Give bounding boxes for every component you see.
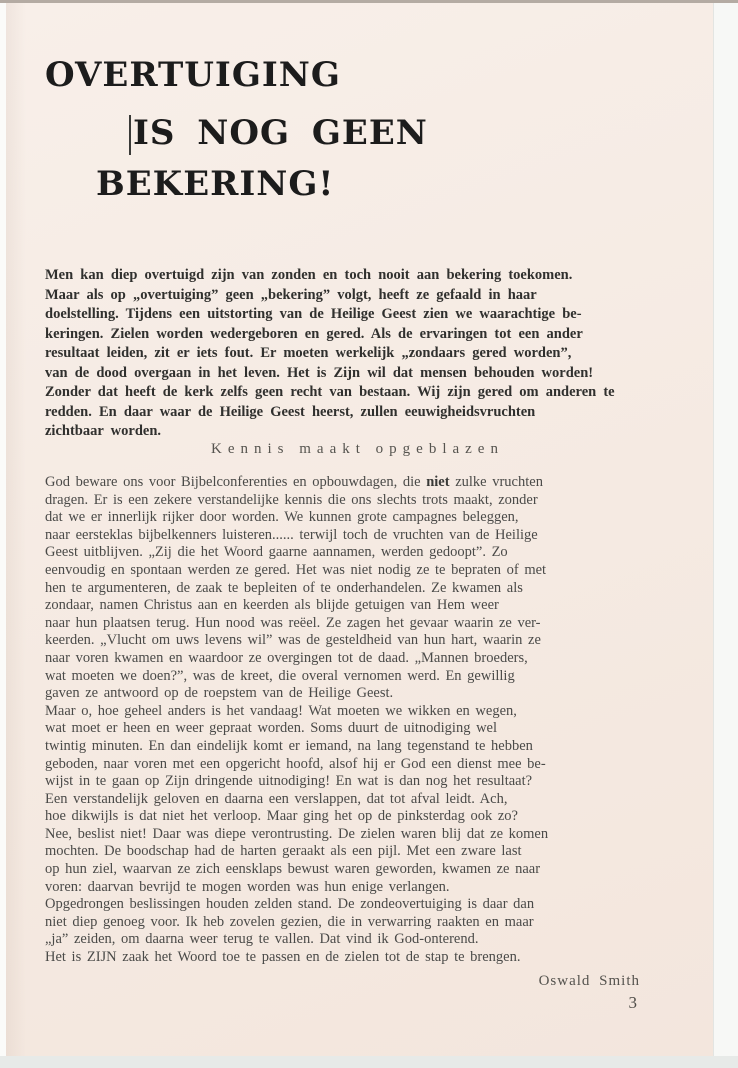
scan-edge-right xyxy=(713,3,738,1056)
intro-paragraph: Men kan diep overtuigd zijn van zonden en toch nooit aan bekering toekomen. Maar als op „overtuiging” geen „bekering” volgt, heeft ze gefaald in haar doelstelling. Tijdens een uitstorting van de Heilige Geest zien we waarachtige be- keringen. Zielen worden wedergeboren en gered. Als de ervaringen tot een ander resultaat leiden, zit er iets fout. Er moeten werkelijk „zondaars gered worden”, van de dood overgaan in het leven. Het is Zijn wil dat mensen behouden worden! Zonder dat heeft de kerk zelfs geen recht van bestaan. Wij zijn gered om anderen te redden. En daar waar de Heilige Geest heerst, zullen eeuwigheidsvruchten zichtbaar worden. xyxy=(45,267,615,439)
article-title-line-1: OVERTUIGING xyxy=(45,55,341,95)
article-title-line-3: BEKERING! xyxy=(96,164,335,204)
print-artifact-line xyxy=(129,115,131,155)
scan-edge-bottom xyxy=(0,1056,738,1068)
article-title-line-2: IS NOG GEEN xyxy=(133,113,428,153)
body-paragraphs: God beware ons voor Bijbelconferenties en opbouwdagen, die niet zulke vruchten dragen. Er is een zekere verstandelijke kennis die ons slechts trots maakt, zonder dat we er innerlijk rijker door worden. We kunnen grote campagnes beleggen, naar eersteklas bijbelkenners luisteren...... terwijl toch de vruchten van de Heilige Geest uitblijven. „Zij die het Woord gaarne aannamen, werden gedoopt”. Zo eenvoudig en spontaan werden ze gered. Het was niet nodig ze te bepraten of met hen te argumenteren, de zaak te bepleiten of te onderhandelen. Ze kwamen als zondaar, namen Christus aan en keerden als blijde getuigen van Hem weer naar hun plaatsen terug. Hun nood was reëel. Ze zagen het gevaar waarin ze ver- keerden. „Vlucht om uws levens wil” was de gesteldheid van hun hart, waarin ze naar voren kwamen en waardoor ze overgingen tot de daad. „Mannen broeders, wat moeten we doen?”, was de kreet, die overal vernomen werd. En gewillig gaven ze antwoord op de roepstem van de Heilige Geest. Maar o, hoe geheel anders is het vandaag! Wat moeten we wikken en wegen, wat moet er heen en weer gepraat worden. Soms duurt de uitnodiging wel twintig minuten. En dan eindelijk komt er iemand, na lang tegenstand te hebben geboden, naar voren met een opgericht hoofd, alsof hij er God een dienst mee be- wijst in te gaan op Zijn dringende uitnodiging! En wat is dan nog het resultaat? Een verstandelijk geloven en daarna een verslappen, dat tot afval leidt. Ach, hoe dikwijls is dat niet het verloop. Maar ging het op de pinksterdag ook zo? Nee, beslist niet! Daar was diepe verontrusting. De zielen waren blij dat ze komen mochten. De boodschap had de harten geraakt als een pijl. Met een zware last op hun ziel, waarvan ze zich eensklaps bewust waren geworden, kwamen ze naar voren: daarvan bevrijd te mogen worden was hun enige verlangen. Opgedrongen beslissingen houden zelden stand. De zondeovertuiging is daar dan niet diep genoeg voor. Ik heb zovelen gezien, die in verwarring raakten en maar „ja” zeiden, om daarna weer terug te vallen. Dat vind ik God-onterend. Het is ZIJN zaak het Woord toe te passen en de zielen tot de stap te brengen. xyxy=(45,474,549,966)
section-heading: Kennis maakt opgeblazen xyxy=(211,441,504,457)
scan-edge-top xyxy=(0,0,738,3)
magazine-page xyxy=(6,3,713,1056)
author-signature: Oswald Smith xyxy=(538,973,640,989)
page-number: 3 xyxy=(628,993,637,1012)
